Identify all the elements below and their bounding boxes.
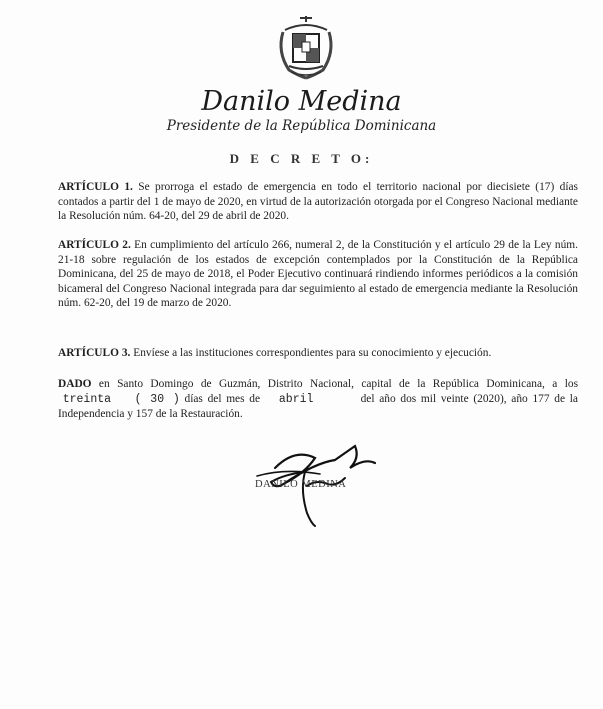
article-1-text: Se prorroga el estado de emergencia en todo el territorio nacional por diecisiete (17) días contados a partir del 1 de mayo de 2020, en virtud de la autorización otorgada por el Congreso Nacional mediante la Resolución núm. 64-20, del 29 de abril de 2020.	[58, 181, 578, 223]
dado-paragraph	[58, 377, 578, 422]
dado-text-2: días del mes de	[184, 392, 261, 405]
article-3	[58, 346, 578, 361]
article-2	[58, 238, 578, 311]
dado-text-3: del año dos mil veinte (2020), año 177 de la Independencia y 157 de la Restauración.	[58, 392, 578, 421]
president-title: Presidente de la República Dominicana	[166, 118, 437, 134]
president-name: Danilo Medina	[201, 86, 402, 117]
dado-label: DADO	[58, 378, 92, 390]
dado-day-number: ( 30 )	[134, 392, 180, 406]
article-3-label: ARTÍCULO 3.	[58, 347, 131, 359]
article-1-label: ARTÍCULO 1.	[58, 181, 133, 193]
article-2-text: En cumplimiento del artículo 266, numeral 2, de la Constitución y el artículo 29 de la Ley núm. 21-18 sobre regulación de los estados de excepción contemplados por la Constitución de la República Dominicana, del 25 de mayo de 2018, el Poder Ejecutivo continuará rindiendo informes periódicos a la comisión bicameral del Congreso Nacional integrada para dar seguimiento al estado de emergencia mediante la Resolución núm. 62-20, del 19 de marzo de 2020.	[58, 239, 578, 310]
article-1	[58, 180, 578, 224]
signatory-name: DANILO MEDINA	[255, 479, 347, 490]
handwritten-signature-icon	[245, 428, 385, 528]
article-3-text: Envíese a las instituciones correspondientes para su conocimiento y ejecución.	[130, 347, 492, 359]
article-2-label: ARTÍCULO 2.	[58, 239, 131, 251]
dado-text-1: en Santo Domingo de Guzmán, Distrito Nacional, capital de la República Dominicana, a los	[91, 378, 578, 390]
dado-month: abril	[278, 392, 314, 406]
dado-day-word: treinta	[62, 392, 112, 406]
decree-heading: D E C R E T O:	[229, 151, 374, 166]
coat-of-arms-seal-icon	[275, 12, 337, 82]
